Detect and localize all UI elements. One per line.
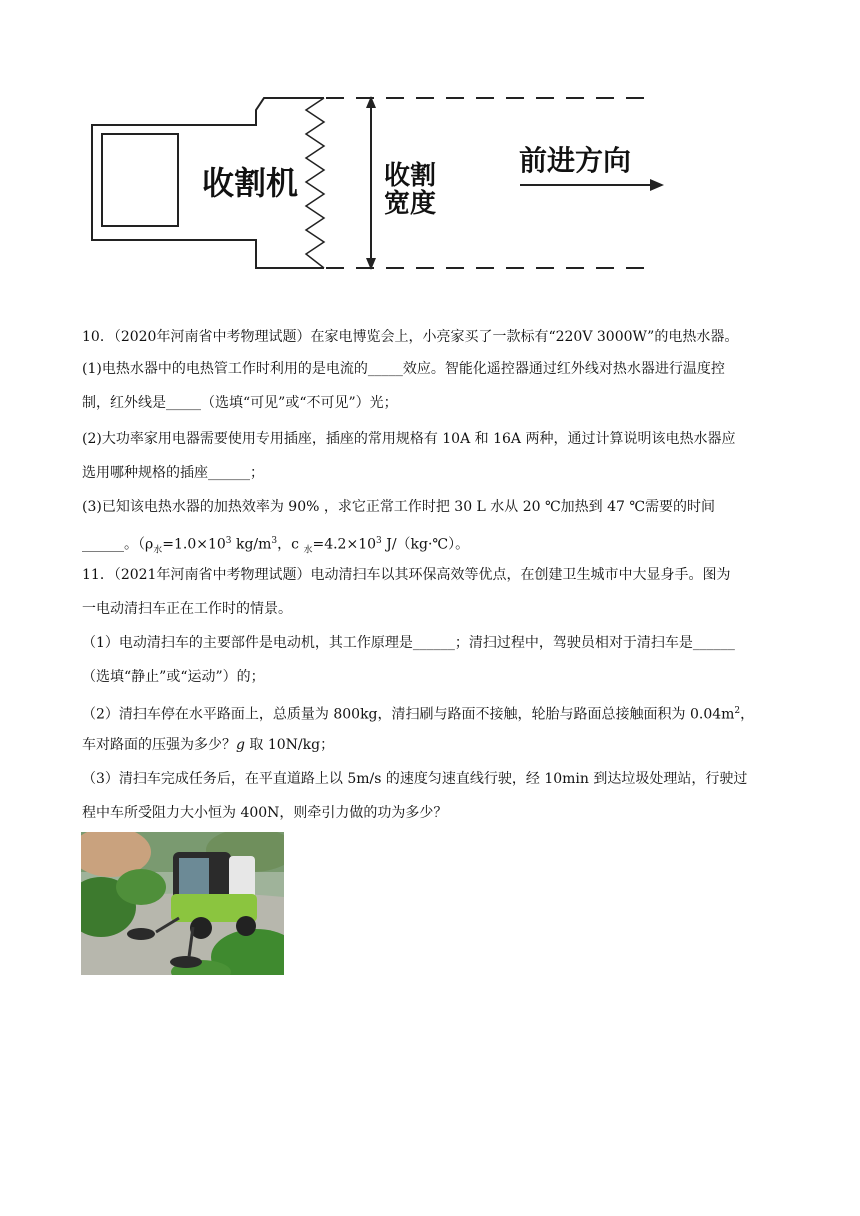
q11-part2-line1: （2）清扫车停在水平路面上，总质量为 800kg，清扫刷与路面不接触，轮胎与路面总接触面积为 $0.04m^2$， xyxy=(82,706,755,723)
harvester-diagram xyxy=(84,90,674,280)
q11-part3-line1: （3）清扫车完成任务后，在平直道路上以 5m/s 的速度匀速直线行驶，经 10min 到达垃圾处理站，行驶过 xyxy=(82,771,748,787)
direction-label: 前进方向 xyxy=(519,144,632,177)
q11-stem-line1: 11．（2021年河南省中考物理试题）电动清扫车以其环保高效等优点，在创建卫生城市中大显身手。图为 xyxy=(82,567,731,583)
q11-part2-line2: 车对路面的压强为多少？g 取 10N/kg； xyxy=(82,737,335,753)
q11-stem-line2: 一电动清扫车正在工作时的情景。 xyxy=(82,601,292,617)
q11-part3-line2: 程中车所受阻力大小恒为 400N，则牵引力做的功为多少？ xyxy=(82,805,448,821)
q10-part3-line2: ______。（$\rho_水=1.0\times 10^3$ $kg/m^3$，c $_水=4.2\times 10^3$ J/（kg·℃）。 xyxy=(82,536,470,556)
q10-part1-line2: 制，红外线是_____（选填“可见”或“不可见”）光； xyxy=(82,395,398,411)
q11-part1-line1: （1）电动清扫车的主要部件是电动机，其工作原理是______；清扫过程中，驾驶员相对于清扫车是______ xyxy=(82,635,735,651)
machine-label: 收割机 xyxy=(202,164,299,202)
q10-part1-line1: (1)电热水器中的电热管工作时利用的是电流的_____效应。智能化遥控器通过红外线对热水器进行温度控 xyxy=(82,361,725,377)
width-label-1: 收割 xyxy=(384,161,437,191)
direction-arrow-head xyxy=(650,179,664,191)
q10-part2-line2: 选用哪种规格的插座______； xyxy=(82,465,264,481)
q10-part2-line1: (2)大功率家用电器需要使用专用插座，插座的常用规格有 10A 和 16A 两种，通过计算说明该电热水器应 xyxy=(82,431,736,447)
q11-part1-line2: （选填“静止”或“运动”）的； xyxy=(82,669,265,685)
cutter-blade xyxy=(306,98,324,268)
machine-cab xyxy=(102,134,178,226)
q10-part3-line1: (3)已知该电热水器的加热效率为 90% ，求它正常工作时把 30 L 水从 20 ℃加热到 47 ℃需要的时间 xyxy=(82,499,716,515)
q10-stem: 10．（2020年河南省中考物理试题）在家电博览会上，小亮家买了一款标有“220V 3000W”的电热水器。 xyxy=(82,329,739,345)
street-sweeper-photo xyxy=(81,832,284,975)
width-label-2: 宽度 xyxy=(384,189,437,219)
